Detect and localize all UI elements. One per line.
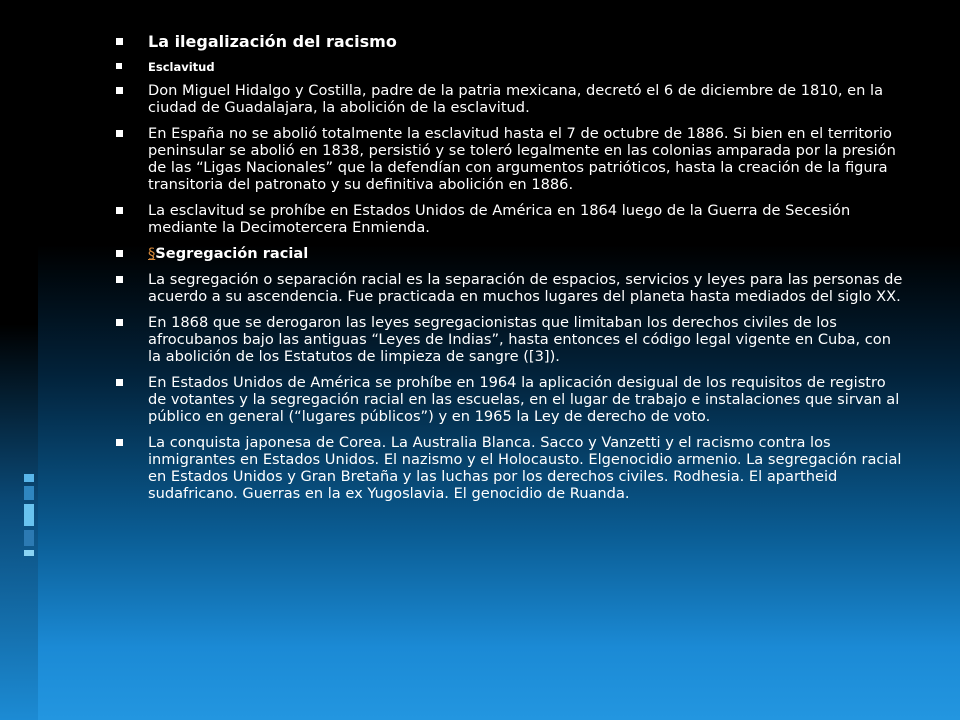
bullet-text: En Estados Unidos de América se prohíbe en 1964 la aplicación desigual de los requisitos de registro de votantes y la segregación racial en las escuelas, en el lugar de trabajo e instalaciones que sirvan al público en general (“lugares públicos”) y en 1965 la Ley de derecho de voto. — [148, 374, 900, 425]
square-bullet-icon — [116, 379, 123, 386]
deco-block — [24, 474, 34, 482]
section-link[interactable]: § — [148, 245, 156, 262]
square-bullet-icon — [116, 38, 123, 45]
bullet-item — [108, 314, 908, 365]
deco-block — [24, 486, 34, 500]
square-bullet-icon — [116, 207, 123, 214]
deco-block — [24, 550, 34, 556]
bullet-item — [108, 271, 908, 305]
bullet-text: Don Miguel Hidalgo y Costilla, padre de la patria mexicana, decretó el 6 de diciembre de 1810, en la ciudad de Guadalajara, la abolición de la esclavitud. — [148, 82, 884, 116]
bullet-item — [108, 125, 908, 193]
slide-title: La ilegalización del racismo — [148, 32, 397, 51]
square-bullet-icon — [116, 439, 123, 446]
bullet-item-heading — [108, 245, 908, 262]
bullet-item-title — [108, 32, 908, 52]
square-bullet-icon — [116, 63, 122, 69]
section-heading: Segregación racial — [155, 245, 309, 262]
bullet-item — [108, 374, 908, 425]
bullet-text: En 1868 que se derogaron las leyes segregacionistas que limitaban los derechos civiles de los afrocubanos bajo las antiguas “Leyes de Indias”, hasta entonces el código legal vigente en Cuba, con la abolición de los Estatutos de limpieza de sangre ([3]). — [148, 314, 891, 365]
decorative-color-blocks — [24, 474, 38, 560]
bullet-text: La esclavitud se prohíbe en Estados Unidos de América en 1864 luego de la Guerra de Secesión mediante la Decimotercera Enmienda. — [148, 202, 851, 236]
bullet-item — [108, 434, 908, 502]
square-bullet-icon — [116, 130, 123, 137]
bullet-item — [108, 82, 908, 116]
bullet-item — [108, 202, 908, 236]
square-bullet-icon — [116, 250, 123, 257]
bullet-text: La conquista japonesa de Corea. La Australia Blanca. Sacco y Vanzetti y el racismo contra los inmigrantes en Estados Unidos. El nazismo y el Holocausto. Elgenocidio armenio. La segregación racial en Estados Unidos y Gran Bretaña y las luchas por los derechos civiles. Rodhesia. El apartheid sudafricano. Guerras en la ex Yugoslavia. El genocidio de Ruanda. — [148, 434, 902, 502]
bullet-item-subtitle — [108, 60, 908, 74]
square-bullet-icon — [116, 319, 123, 326]
deco-block — [24, 504, 34, 526]
bullet-text: En España no se abolió totalmente la esclavitud hasta el 7 de octubre de 1886. Si bien en el territorio peninsular se abolió en 1838, persistió y se toleró legalmente en las colonias amparada por la presión de las “Ligas Nacionales” que la defendían con argumentos patrióticos, hasta la creación de la figura transitoria del patronato y su definitiva abolición en 1886. — [148, 125, 896, 193]
square-bullet-icon — [116, 87, 123, 94]
square-bullet-icon — [116, 276, 123, 283]
left-decorative-band — [0, 0, 38, 720]
slide-content — [108, 32, 908, 511]
subtitle-text: Esclavitud — [148, 60, 215, 74]
deco-block — [24, 530, 34, 546]
bullet-text: La segregación o separación racial es la separación de espacios, servicios y leyes para las personas de acuerdo a su ascendencia. Fue practicada en muchos lugares del planeta hasta mediados del siglo XX. — [148, 271, 903, 305]
